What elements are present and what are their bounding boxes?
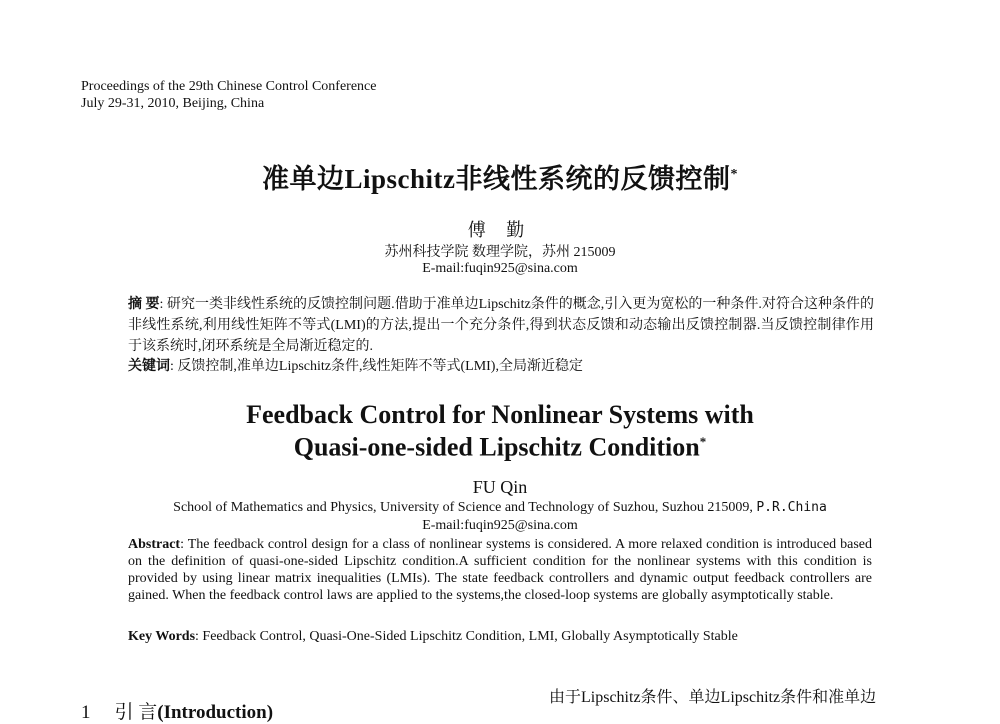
proceedings-header	[81, 78, 376, 112]
english-keywords-text: : Feedback Control, Quasi-One-Sided Lipschitz Condition, LMI, Globally Asymptotically Stable	[195, 629, 738, 644]
chinese-title-mark: *	[730, 167, 738, 182]
chinese-keywords	[128, 358, 874, 376]
chinese-keywords-label: 关键词	[128, 359, 170, 374]
english-abstract-text: : The feedback control design for a class of nonlinear systems is considered. A more relaxed condition is introduced based on the definition of quasi-one-sided Lipschitz condition.A sufficient condition for the nonlinear systems with this condition is provided by using linear matrix inequalities (LMIs). The state feedback controllers and dynamic output feedback controllers are gained. When the feedback control laws are applied to the systems,the closed-loop systems are globally asymptotically stable.	[128, 537, 872, 603]
chinese-title-text: 准单边Lipschitz非线性系统的反馈控制	[261, 164, 731, 194]
chinese-keywords-text: : 反馈控制,准单边Lipschitz条件,线性矩阵不等式(LMI),全局渐近稳定	[170, 359, 583, 374]
english-author: FU Qin	[472, 477, 528, 497]
english-abstract-label: Abstract	[128, 537, 181, 552]
english-title-line-2: Quasi-one-sided Lipschitz Condition	[293, 432, 700, 462]
english-abstract	[128, 536, 872, 604]
chinese-author: 傅 勤	[467, 220, 533, 240]
english-title-line-1: Feedback Control for Nonlinear Systems with	[246, 400, 754, 429]
chinese-abstract-text: : 研究一类非线性系统的反馈控制问题.借助于准单边Lipschitz条件的概念,引入更为宽松的一种条件.对符合这种条件的非线性系统,利用线性矩阵不等式(LMI)的方法,提出一个充分条件,得到状态反馈和动态输出反馈控制器.当反馈控制律作用于该系统时,闭环系统是全局渐近稳定的.	[128, 297, 875, 354]
english-title	[0, 401, 1000, 461]
english-keywords	[128, 628, 872, 645]
section-number: 1	[81, 702, 91, 723]
proceedings-line-1: Proceedings of the 29th Chinese Control Conference	[81, 79, 377, 94]
english-affiliation	[0, 500, 1000, 516]
chinese-affiliation: 苏州科技学院 数理学院，苏州 215009	[384, 245, 616, 260]
english-affiliation-country: P.R.China	[756, 500, 827, 515]
chinese-email: E-mail:fuqin925@sina.com	[422, 261, 578, 276]
chinese-abstract	[128, 294, 874, 357]
right-column-text: 由于Lipschitz条件、单边Lipschitz条件和准单边	[549, 689, 877, 706]
chinese-title	[0, 157, 1000, 196]
english-title-line-2-wrap	[0, 428, 1000, 461]
english-email: E-mail:fuqin925@sina.com	[422, 518, 578, 533]
proceedings-line-2: July 29-31, 2010, Beijing, China	[81, 96, 265, 111]
english-keywords-label: Key Words	[128, 629, 196, 644]
english-title-mark: *	[699, 434, 707, 449]
section-title-en: (Introduction)	[157, 702, 274, 723]
section-heading	[81, 697, 273, 724]
chinese-abstract-label: 摘 要	[128, 297, 160, 312]
english-affiliation-text: School of Mathematics and Physics, University of Science and Technology of Suzhou, Suzhou 215009,	[173, 500, 757, 515]
section-title-cn: 引 言	[114, 702, 158, 723]
